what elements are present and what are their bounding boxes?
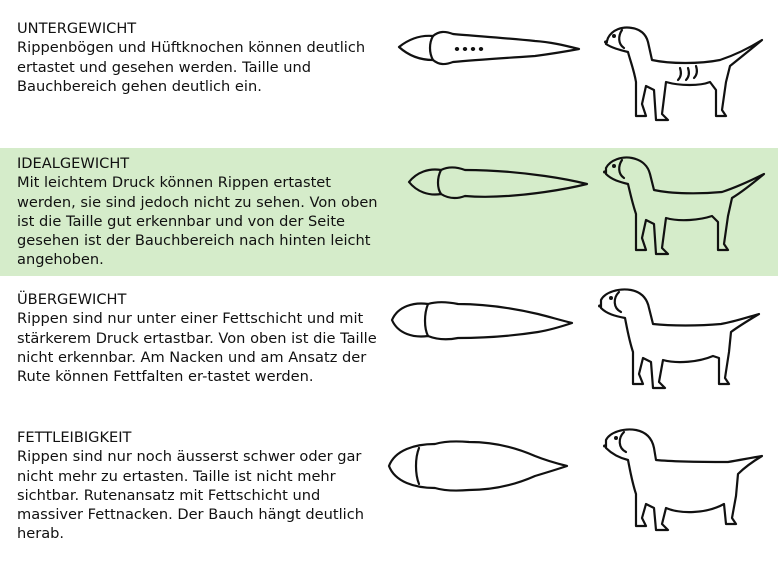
section-fettleibigkeit <box>0 424 778 575</box>
section-text <box>17 19 382 96</box>
dog-side-view-icon <box>600 426 770 541</box>
dog-top-view-icon <box>395 25 585 75</box>
section-uebergewicht <box>0 286 778 416</box>
dog-top-view-icon <box>388 296 578 346</box>
section-description: Rippen sind nur noch äusserst schwer oder gar nicht mehr zu ertasten. Taille ist nicht mehr sichtbar. Rutenansatz mit Fettschicht und massiver Fettnacken. Der Bauch hängt deutlich herab. <box>17 448 364 543</box>
section-description: Rippenbögen und Hüftknochen können deutlich ertastet und gesehen werden. Taille und Bauchbereich gehen deutlich ein. <box>17 39 366 95</box>
section-text <box>17 290 382 386</box>
dog-top-view-icon <box>385 436 575 496</box>
dog-side-view-icon <box>595 286 770 401</box>
section-text <box>17 154 382 270</box>
section-untergewicht <box>0 0 778 140</box>
section-heading: ÜBERGEWICHT <box>17 291 127 308</box>
section-heading: FETTLEIBIGKEIT <box>17 429 132 446</box>
section-idealgewicht <box>0 148 778 276</box>
dog-side-view-icon <box>600 152 770 262</box>
dog-top-view-icon <box>405 158 595 208</box>
dog-side-view-icon <box>600 20 770 130</box>
section-description: Rippen sind nur unter einer Fettschicht und mit stärkerem Druck ertastbar. Von oben ist die Taille nicht erkennbar. Am Nacken und am Ansatz der Rute können Fettfalten er-tastet werden. <box>17 310 377 386</box>
section-text <box>17 428 382 544</box>
section-heading: UNTERGEWICHT <box>17 20 137 37</box>
section-description: Mit leichtem Druck können Rippen ertastet werden, sie sind jedoch nicht zu sehen. Von oben ist die Taille gut erkennbar und von der Seite gesehen ist der Bauchbereich nach hinten leicht angehoben. <box>17 174 378 269</box>
section-heading: IDEALGEWICHT <box>17 155 130 172</box>
